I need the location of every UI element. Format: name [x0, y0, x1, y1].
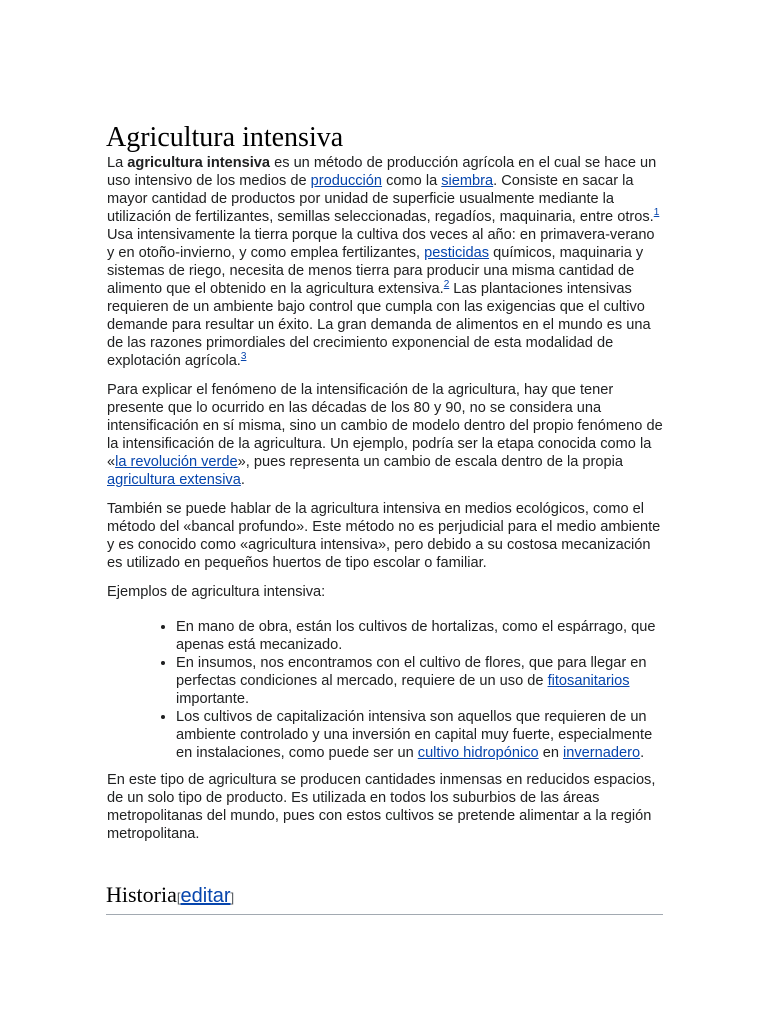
- text-segment: Las plantaciones intensivas requieren de un ambiente bajo control que cumpla con las exigencias que el cultivo demande para resultar un éxito. La gran demanda de alimentos en el mundo es una de las razones primordiales del crecimiento exponencial de esta modalidad de explotación agrícola.: [107, 281, 651, 369]
- text-segment: Los cultivos de capitalización intensiva son aquellos que requieren de un ambiente controlado y una inversión en capital muy fuerte, especialmente en instalaciones, como puede ser un: [176, 709, 653, 761]
- text-segment: .: [640, 745, 645, 761]
- text-segment: químicos, maquinaria y sistemas de riego, necesita de menos tierra para producir una misma cantidad de alimento que el obtenido en la agricultura extensiva.: [107, 245, 644, 297]
- link-cultivo-hidroponico[interactable]: cultivo hidropónico: [417, 745, 539, 761]
- text-segment: .: [240, 472, 245, 488]
- intro-paragraph: [107, 154, 663, 370]
- text-segment: importante.: [176, 691, 250, 707]
- link-produccion[interactable]: producción: [310, 173, 383, 189]
- text-segment: en: [538, 745, 563, 761]
- list-item: [176, 708, 663, 762]
- link-revolucion-verde[interactable]: la revolución verde: [115, 454, 238, 470]
- section-heading-historia: [106, 880, 663, 915]
- examples-list: [107, 618, 663, 762]
- list-item: • En mano de obra, están los cultivos de hortalizas, como el espárrago, que apenas está mecanizado.: [176, 618, 663, 654]
- bold-term: agricultura intensiva: [127, 155, 271, 171]
- edit-section-link[interactable]: editar: [180, 885, 231, 907]
- text-segment: Para explicar el fenómeno de la intensificación de la agricultura, hay que tener presente que lo ocurrido en las décadas de los 80 y 90, no se considera una intensificación en sí misma, sino un cambio de modelo dentro del propio fenómeno de la intensificación de la agricultura. Un ejemplo, podría ser la etapa conocida como la «: [107, 382, 663, 470]
- section-heading-text: Historia: [106, 882, 177, 907]
- text-segment: Usa intensivamente la tierra porque la cultiva dos veces al año: en primavera-verano y en otoño-invierno, y como emplea fertilizantes,: [107, 227, 655, 261]
- article-title: Agricultura intensiva: [106, 122, 344, 153]
- link-agricultura-extensiva[interactable]: agricultura extensiva: [107, 472, 241, 488]
- reference-1[interactable]: 1: [653, 207, 660, 218]
- article-body: [107, 154, 663, 854]
- reference-2[interactable]: 2: [443, 279, 450, 290]
- text-segment: . Consiste en sacar la mayor cantidad de productos por unidad de superficie usualmente mediante la utilización de fertilizantes, semillas seleccionadas, regadíos, maquinaria, entre otros.: [107, 173, 654, 225]
- edit-section: [176, 885, 235, 907]
- link-pesticidas[interactable]: pesticidas: [424, 245, 490, 261]
- paragraph-4: En este tipo de agricultura se producen cantidades inmensas en reducidos espacios, de un solo tipo de producto. Es utilizada en todos los suburbios de las áreas metropolitanas del mundo, pues con estos cultivos se pretende alimentar a la región metropolitana.: [107, 772, 656, 842]
- paragraph-3: También se puede hablar de la agricultura intensiva en medios ecológicos, como el método del «bancal profundo». Este método no es perjudicial para el medio ambiente y es conocido como «agricultura intensiva», pero debido a su costosa mecanización es utilizado en pequeños huertos de tipo escolar o familiar.: [107, 501, 661, 571]
- edit-bracket-open: [: [176, 890, 181, 905]
- list-item: [176, 654, 663, 708]
- link-siembra[interactable]: siembra: [441, 173, 494, 189]
- text-segment: es un método de producción agrícola en el cual se hace un uso intensivo de los medios de: [107, 155, 657, 189]
- text-segment: En insumos, nos encontramos con el cultivo de flores, que para llegar en perfectas condiciones al mercado, requiere de un uso de: [176, 655, 647, 689]
- link-fitosanitarios[interactable]: fitosanitarios: [547, 673, 630, 689]
- text-segment: La: [107, 155, 128, 171]
- examples-intro: Ejemplos de agricultura intensiva:: [107, 584, 326, 600]
- text-segment: », pues representa un cambio de escala dentro de la propia: [237, 454, 623, 470]
- text-segment: como la: [382, 173, 442, 189]
- edit-bracket-close: ]: [230, 890, 235, 905]
- paragraph-2: [107, 381, 663, 489]
- link-invernadero[interactable]: invernadero: [563, 745, 641, 761]
- reference-3[interactable]: 3: [240, 351, 247, 362]
